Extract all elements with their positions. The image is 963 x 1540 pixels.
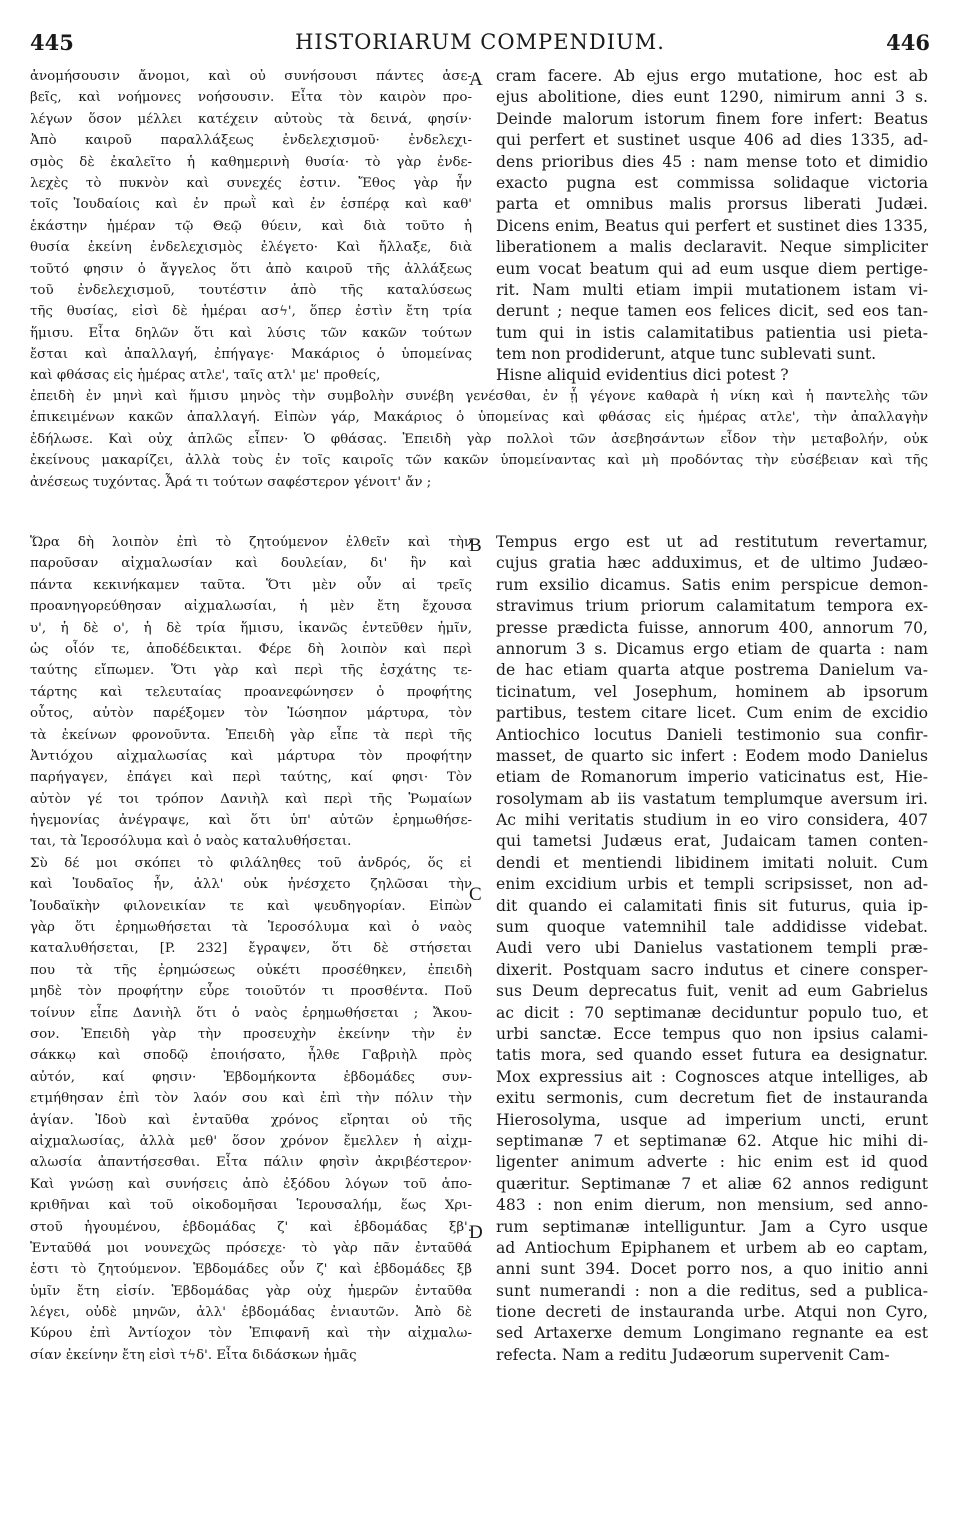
latin-text-line: rum exsilio dicamus. Satis enim perspicue demon- (496, 575, 928, 594)
greek-text-line: τῆς θυσίας, εἰσὶ δὲ ἡμέραι ασϟ', ὅπερ ἐστὶν ἔτη τρία (30, 304, 472, 320)
greek-text-line: υ', ἡ δὲ ο', ἡ δὲ τρία ἥμισυ, ἱκανῶς ἐντεῦθεν ἡμῖν, (30, 620, 472, 636)
latin-text-line: eum vocat beatum qui ad eum usque diem pertige- (496, 259, 928, 278)
latin-text-line: Dicens enim, Beatus qui perfert et sustinet dies 1335, (496, 216, 928, 235)
latin-text-line: derunt ; neque tamen eos felices dicit, sed eos tan- (496, 302, 928, 321)
latin-text-line: qui tametsi Judæus erat, Judaicam tamen conten- (496, 832, 928, 851)
greek-text-line: καὶ φθάσας εἰς ἡμέρας ατλε', ταῖς ατλ' με' προθείς, (30, 368, 381, 384)
greek-text-line: μηδὲ τὸν προφήτην εὗρε τοιοῦτόν τι προσθέντα. Ποῦ (30, 984, 472, 1000)
greek-text-line: ετμήθησαν ἐπὶ τὸν λαόν σου καὶ ἐπὶ τὴν πόλιν τὴν (30, 1091, 472, 1107)
latin-text-line: partibus, testem citare licet. Cum enim de excidio (496, 704, 928, 723)
latin-text-line: rit. Nam multi etiam impii mutationem istam vi- (496, 280, 928, 299)
latin-column-b (496, 532, 928, 1366)
latin-text-line: de hac etiam quarta atque postrema Danielum va- (496, 661, 928, 680)
greek-text-line: ὑμῖν ἔτη εἰσίν. Ἑβδομάδας γὰρ οὐχ ἡμερῶν ἐνταῦθα (30, 1283, 472, 1299)
latin-text-line: sus Deum deprecatus fuit, venit ad eum Gabrielus (496, 982, 928, 1001)
latin-text-line: presse prædicta fuisse, annorum 400, annorum 70, (496, 618, 928, 637)
latin-text-line: dendi et mentiendi libidinem imitati noluit. Cum (496, 853, 928, 872)
greek-text-line: παρήγαγεν, ἐπάγει καὶ περὶ ταύτης, καί φησι· Τὸν (30, 770, 472, 786)
latin-text-line: ad Antiochum Epiphanem et urbem ab eo captam, (496, 1238, 928, 1257)
latin-text-line: Deinde malorum istorum finem fore infert: Beatus (496, 109, 928, 128)
greek-text-line: ἐπειδὴ ἐν μηνὶ καὶ ἥμισυ μηνὸς τὴν συμβολὴν συνέβη γενέσθαι, ἐν ᾗ γέγονε καθαρὰ ἡ νίκη καὶ ἡ παντελὴς τῶν (30, 389, 928, 404)
latin-text-line: Ac mihi veritatis studium in eo viro considera, 407 (496, 811, 928, 830)
full-width-greek-passage (30, 386, 928, 493)
latin-text-line: masset, de quarto sic infert : Eodem modo Danielus (496, 746, 928, 765)
latin-text-line: cram facere. Ab ejus ergo mutatione, hoc est ab (496, 67, 928, 85)
greek-text-line: αἰχμαλωσίας, ἀλλὰ μεθ' ὅσον χρόνον ἔμελλεν ἡ αἰχμ- (30, 1133, 472, 1149)
latin-text-line: cujus gratia hæc adduximus, et de ultimo Judæo- (496, 554, 928, 573)
latin-text-line: sunt numerandi : non a die reditus, sed a publica- (496, 1281, 928, 1300)
latin-text-line: tatis mora, sed quando esset futura ea designatur. (496, 1046, 928, 1065)
greek-text-line: ἁγίαν. Ἰδοὺ καὶ ἐνταῦθα χρόνος εἴρηται οὐ τῆς (30, 1112, 472, 1128)
latin-text-line: ligenter animum adverte : hic enim est id quod (496, 1153, 928, 1172)
latin-text-line: Antiochico locutus Danieli testimonio sua confir- (496, 725, 928, 744)
latin-column-a (496, 66, 928, 387)
greek-text-line: ἀνομήσουσιν ἄνομοι, καὶ οὐ συνήσουσι πάντες ἀσε- (30, 69, 472, 84)
latin-text-line: refecta. Nam a reditu Judæorum supervenit Cam- (496, 1345, 890, 1364)
greek-text-line: παροῦσαν αἰχμαλωσίαν καὶ δουλείαν, δι' ἣν καὶ (30, 556, 472, 572)
greek-text-line: ἐπικειμένων κακῶν ἀπαλλαγή. Εἰπὼν γάρ, Μακάριος ὁ ὑπομείνας καὶ φθάσας εἰς ἡμέρας ατλε', τὴν ἀπαλλαγὴν (30, 410, 928, 426)
greek-text-line: Κύρου ἐπὶ Ἀντίοχον τὸν Ἐπιφανῆ καὶ τὴν αἰχμαλω- (30, 1326, 472, 1342)
latin-text-line: ac dicit : 70 septimanæ deciduntur populo tuo, et (496, 1003, 928, 1022)
greek-text-line: ἔσται καὶ ἀπαλλαγή, ἐπήγαγε· Μακάριος ὁ ὑπομείνας (30, 347, 472, 363)
latin-text-line: Tempus ergo est ut ad restitutum revertamur, (496, 533, 928, 551)
section-marker-c: C (469, 884, 482, 905)
greek-text-line: Ἀντιόχου αἰχμαλωσίας καὶ μάρτυρα τὸν προφήτην (30, 748, 472, 764)
greek-text-line: ἐδήλωσε. Καὶ οὐχ ἁπλῶς εἶπεν· Ὁ φθάσας. Ἐπειδὴ γὰρ πολλοὶ τῶν ἀσεβησάντων εἶδον τὴν μεταβολήν, οὐκ (30, 431, 928, 447)
latin-text-line: enim excidium urbis et templi scripsisset, non ad- (496, 875, 928, 894)
greek-text-line: οὗτος, αὐτὸν παρέξομεν τὸν Ἰώσηπον μάρτυρα, τὸν (30, 706, 472, 722)
greek-text-line: τάρτης καὶ τελευταίας προανεφώνησεν ὁ προφήτης (30, 684, 472, 700)
latin-text-line: septimanæ 7 et septimanæ 62. Atque hic mihi di- (496, 1131, 928, 1150)
latin-text-line: dixerit. Postquam sacro indutus et cinere consper- (496, 960, 928, 979)
latin-text-line: 483 : non enim dierum, non mensium, sed anno- (496, 1196, 928, 1215)
left-page-number: 445 (30, 30, 74, 55)
latin-text-line: Audi vero ubi Danielus vastationem templi præ- (496, 939, 928, 958)
latin-text-line: parta et omnibus malis prorsus liberati Judæi. (496, 195, 928, 214)
latin-text-line: etiam de Romanorum imperio vaticinatus est, Hie- (496, 768, 928, 787)
greek-text-line: στοῦ ἡγουμένου, ἑβδομάδας ζ' καὶ ἑβδομάδας ξβ'. (30, 1219, 472, 1235)
greek-text-line: προανηγορεύθησαν αἰχμαλωσίαι, ἡ μὲν ἔτη ἔχουσα (30, 599, 472, 615)
greek-text-line: τοῦτό φησιν ὁ ἄγγελος ὅτι ἀπὸ καιροῦ τῆς ἀλλάξεως (30, 261, 472, 277)
greek-text-line: κριθῆναι καὶ τοῦ οἰκοδομῆσαι Ἱερουσαλήμ, ἕως Χρι- (30, 1198, 472, 1214)
greek-text-line: τοῦ ἐνδελεχισμοῦ, τουτέστιν ἀπὸ τῆς καταλύσεως (30, 282, 472, 298)
greek-text-line: ἡγεμονίας ἀνέγραψε, καὶ ὅτι ὑπ' αὐτῶν ἐρημωθήσε- (30, 813, 472, 829)
greek-text-line: καὶ Ἰουδαῖος ἦν, ἀλλ' οὐκ ἠνέσχετο ζηλῶσαι τὴν (30, 877, 472, 893)
latin-text-line: quæritur. Septimanæ 7 et aliæ 62 annos redigunt (496, 1174, 928, 1193)
latin-text-line: Hierosolyma, usque ad imperium uncti, erunt (496, 1110, 928, 1129)
greek-text-line: Ὥρα δὴ λοιπὸν ἐπὶ τὸ ζητούμενον ἐλθεῖν καὶ τὴν (30, 535, 472, 550)
greek-text-line: ἑκάστην ἡμέραν τῷ Θεῷ θύειν, καὶ διὰ τοῦτο ἡ (30, 218, 472, 234)
greek-text-line: θυσία ἐκείνη ἐνδελεχισμὸς ἐλέγετο· Καὶ ἤλλαξε, διὰ (30, 240, 472, 256)
greek-text-line: λέγων ὅσον μέλλει κατέχειν αὐτοὺς τὰ δεινά, φησίν· (30, 111, 472, 127)
greek-text-line: που τὰ τῆς ἐρημώσεως οὐκέτι προσέθηκεν, ἐπειδὴ (30, 962, 472, 978)
latin-text-line: tem non prodiderunt, atque tunc sublevati sunt. (496, 345, 877, 364)
greek-text-line: σμὸς δὲ ἐκαλεῖτο ἡ καθημερινὴ θυσία· τὸ γὰρ ἐνδε- (30, 154, 472, 170)
latin-text-line: stravimus trium priorum calamitatum tempora ex- (496, 597, 928, 616)
greek-text-line: τοίνυν εἶπε Δανιὴλ ὅτι ὁ ναὸς ἐρημωθήσεται ; Ἄκου- (30, 1005, 472, 1021)
greek-text-line: τοῖς Ἰουδαίοις καὶ ἐν πρωῒ καὶ ἐν ἑσπέρᾳ καὶ καθ' (30, 197, 472, 213)
greek-text-line: ται, τὰ Ἱεροσόλυμα καὶ ὁ ναὸς καταλυθήσεται. (30, 834, 352, 850)
greek-text-line: ταύτης εἴπωμεν. Ὅτι γὰρ καὶ περὶ τῆς ἐσχάτης τε- (30, 663, 472, 679)
greek-text-line: καταλυθήσεται, [P. 232] ἔγραψεν, ὅτι δὲ στήσεται (30, 941, 472, 957)
latin-text-line: dit quando ei calamitati finis sit futurus, quia ip- (496, 896, 928, 915)
greek-text-line: σάκκῳ καὶ σποδῷ ἐποιήσατο, ἦλθε Γαβριὴλ πρὸς (30, 1048, 472, 1064)
greek-text-line: αὐτὸν γέ τοι τρόπον Δανιὴλ καὶ περὶ τῆς Ῥωμαίων (30, 791, 472, 807)
latin-text-line: sum quoque vatemnihil tale addidisse videbat. (496, 918, 928, 937)
greek-text-line: λεχὲς τὸ πυκνὸν καὶ συνεχές ἐστιν. Ἔθος γὰρ ἦν (30, 175, 472, 191)
greek-text-line: Καὶ γνώσῃ καὶ συνήσεις ἀπὸ ἐξόδου λόγων τοῦ ἀπο- (30, 1176, 472, 1192)
latin-text-line: tione decreti de instauranda urbe. Atqui non Cyro, (496, 1303, 928, 1322)
running-title: HISTORIARUM COMPENDIUM. (295, 30, 665, 54)
latin-text-line: liberationem a malis declaravit. Neque simpliciter (496, 238, 928, 257)
latin-text-line: exacto pugna est commissa solidaque victoria (496, 173, 928, 192)
greek-text-line: ἥμισυ. Εἶτα δηλῶν ὅτι καὶ λύσις τῶν κακῶν τούτων (30, 325, 472, 341)
greek-text-line: αλωσία ἀπαντήσεσθαι. Εἶτα πάλιν φησὶν ἀκριβέστερον· (30, 1155, 472, 1171)
greek-text-line: γὰρ ὅτι ἐρημωθήσεται τὰ Ἱεροσόλυμα καὶ ὁ ναὸς (30, 920, 472, 936)
greek-text-line: ἐστι τὸ ζητούμενον. Ἑβδομάδες οὖν ζ' καὶ ἑβδομάδες ξβ (30, 1262, 472, 1278)
running-header (30, 30, 930, 60)
latin-text-line: Hisne aliquid evidentius dici potest ? (496, 366, 789, 385)
greek-text-line: ἀνέσεως τυχόντας. Ἆρά τι τούτων σαφέστερον γένοιτ' ἄν ; (30, 474, 432, 490)
latin-text-line: rosolymam ab iis vastatum templumque aversum iri. (496, 789, 928, 808)
latin-text-line: dens prioribus dies 45 : nam mense toto et dimidio (496, 152, 928, 171)
greek-text-line: σίαν ἐκείνην ἔτη εἰσὶ τϟδ'. Εἶτα διδάσκων ἡμᾶς (30, 1347, 357, 1363)
greek-text-line: Ἀπὸ καιροῦ παραλλάξεως ἐνδελεχισμοῦ· ἐνδελεχι- (30, 133, 472, 149)
latin-text-line: ejus abolitione, dies eunt 1290, nimirum anni 3 s. (496, 88, 928, 107)
section-marker-b: B (469, 535, 482, 556)
latin-text-line: rum septimanæ intelliguntur. Jam a Cyro usque (496, 1217, 928, 1236)
greek-text-line: Ἐνταῦθά μοι νουνεχῶς πρόσεχε· τὸ γὰρ πᾶν ἐνταῦθά (30, 1240, 472, 1256)
greek-text-line: βεῖς, καὶ νοήμονες νοήσουσιν. Εἶτα τὸν καιρὸν προ- (30, 90, 472, 106)
latin-text-line: ticinatum, vel Josephum, hominem ab ipsorum (496, 682, 928, 701)
greek-text-line: τὰ ἐκείνων φρονοῦντα. Ἐπειδὴ γὰρ εἶπε τὰ περὶ τῆς (30, 727, 472, 743)
greek-text-line: Σὺ δέ μοι σκόπει τὸ φιλάληθες τοῦ ἀνδρός, ὅς εἰ (30, 855, 472, 871)
greek-column-b (30, 532, 472, 1366)
section-marker-a: A (469, 69, 483, 90)
latin-text-line: annorum 3 s. Dicamus ergo etiam de quarta : nam (496, 639, 928, 658)
latin-text-line: tum qui in istis calamitatibus patientia usi pieta- (496, 323, 928, 342)
greek-text-line: λέγει, οὐδὲ μηνῶν, ἀλλ' ἑβδομάδας ἐνιαυτῶν. Ἀπὸ δὲ (30, 1305, 472, 1321)
greek-text-line: Ἰουδαϊκὴν φιλονεικίαν τε καὶ ψευδηγορίαν. Εἰπὼν (30, 898, 472, 914)
latin-text-line: anni sunt 394. Docet porro nos, a quo initio anni (496, 1260, 928, 1279)
latin-text-line: exitu sermonis, cum decretum fiet de instauranda (496, 1089, 928, 1108)
latin-text-line: Mox expressius ait : Cognosces atque intelliges, ab (496, 1067, 928, 1086)
greek-text-line: σον. Ἐπειδὴ γὰρ τὴν προσευχὴν ἐκείνην τὴν ἐν (30, 1026, 472, 1042)
greek-text-line: ὡς οἷόν τε, ἀποδέδεικται. Φέρε δὴ λοιπὸν καὶ περὶ (30, 641, 472, 657)
latin-text-line: sed Artaxerxe demum Longimano regnante ea est (496, 1324, 928, 1343)
section-marker-d: D (469, 1222, 483, 1243)
greek-text-line: πάντα κεκινήκαμεν ταῦτα. Ὅτι μὲν οὖν αἱ τρεῖς (30, 577, 472, 593)
greek-text-line: αὐτόν, καί φησιν· Ἑβδομήκοντα ἑβδομάδες συν- (30, 1069, 472, 1085)
latin-text-line: urbi sanctæ. Ecce tempus quo non ipsius calami- (496, 1024, 928, 1043)
greek-text-line: ἐκείνους μακαρίζει, ἀλλὰ τοὺς ἐν τοῖς καιροῖς τῶν κακῶν ὑπομείναντας καὶ μὴ προδόντας τὴν εὐσέβειαν καὶ τῆς (30, 453, 928, 469)
right-page-number: 446 (886, 30, 930, 55)
latin-text-line: qui perfert et sustinet usque 406 ad dies 1335, ad- (496, 131, 928, 150)
greek-column-a (30, 66, 472, 387)
